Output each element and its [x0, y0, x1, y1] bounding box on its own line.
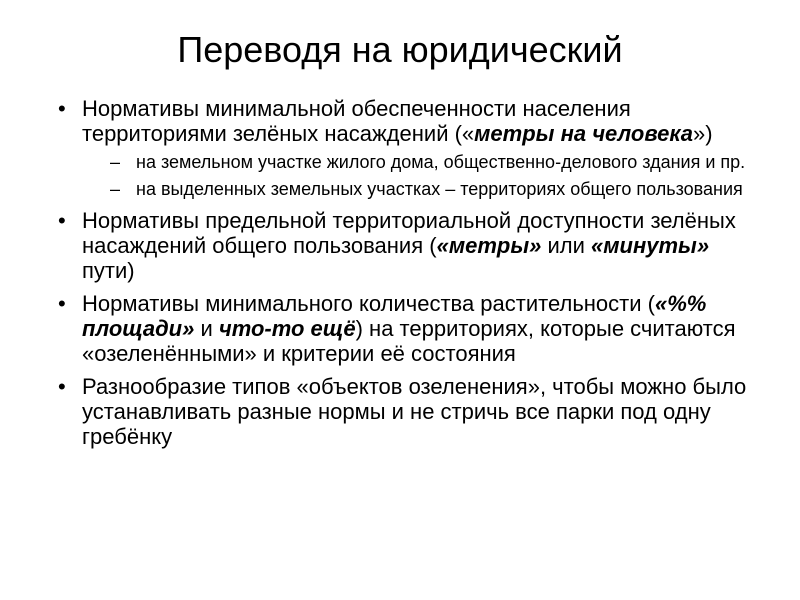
- bullet-text: Разнообразие типов «объектов озеленения», чтобы можно было устанавливать разные нормы и не стричь все парки под одну гребёнку: [82, 374, 747, 449]
- sub-bullet-text: на земельном участке жилого дома, общественно-делового здания и пр.: [136, 152, 746, 172]
- dash-icon: –: [110, 152, 121, 172]
- sub-bullet-item: [82, 152, 756, 173]
- bullet-dot-icon: •: [58, 291, 66, 316]
- bullet-item: [56, 208, 756, 283]
- bullet-dot-icon: •: [58, 374, 66, 399]
- bullet-text: Нормативы предельной территориальной доступности зелёных насаждений общего пользования («метры» или «минуты» пути): [82, 208, 736, 283]
- emphasis-text: «%% площади»: [82, 291, 707, 341]
- bullet-item: [56, 374, 756, 449]
- bullet-text: Нормативы минимального количества растительности («%% площади» и что-то ещё) на территориях, которые считаются «озеленёнными» и критерии её состояния: [82, 291, 736, 366]
- bullet-text: Нормативы минимальной обеспеченности населения территориями зелёных насаждений («метры на человека»): [82, 96, 713, 146]
- bullet-dot-icon: •: [58, 96, 66, 121]
- sub-bullet-text: на выделенных земельных участках – территориях общего пользования: [136, 179, 743, 199]
- slide-title: Переводя на юридический: [177, 29, 623, 70]
- bullet-dot-icon: •: [58, 208, 66, 233]
- bullet-item: [56, 291, 756, 366]
- emphasis-text: «метры»: [436, 233, 542, 258]
- bullet-item: [56, 96, 756, 200]
- emphasis-text: «минуты»: [591, 233, 710, 258]
- dash-icon: –: [110, 179, 121, 199]
- emphasis-text: метры на человека: [474, 121, 693, 146]
- bullet-list: [56, 96, 756, 457]
- sub-bullet-item: [82, 179, 756, 200]
- emphasis-text: что-то ещё: [218, 316, 356, 341]
